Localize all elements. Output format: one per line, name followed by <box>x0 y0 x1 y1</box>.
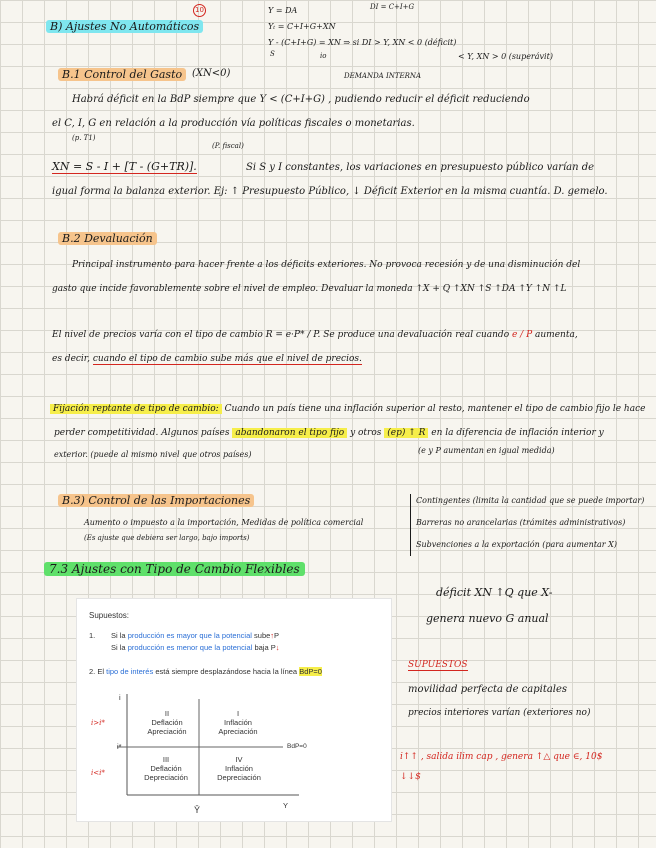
q4-a: Inflación <box>225 764 253 773</box>
b3-bracket <box>410 494 411 556</box>
section-b-title-text: B) Ajustes No Automáticos <box>46 20 203 33</box>
fijacion-para1: Cuando un país tiene una inflación superior al resto, mantener el tipo de cambio fijo le hace <box>224 404 646 414</box>
hand-i-greater: i>i* <box>91 719 105 727</box>
s73-side2: genera nuevo G anual <box>426 612 549 625</box>
fijacion-para2a: perder competitividad. Algunos países <box>54 428 230 438</box>
b2-para4 <box>52 354 362 364</box>
bdp-label: BdP=0 <box>287 743 307 750</box>
fijacion-label: Fijación reptante de tipo de cambio: <box>50 404 222 414</box>
b1-formula-text: XN = S - I + [T - (G+TR)]. <box>52 160 197 173</box>
embedded-slide <box>76 598 392 822</box>
card-item1a-pre: Si la <box>111 631 126 640</box>
card-item1b-blue: producción es menor que la potencial <box>127 643 253 652</box>
q2-a: Deflación <box>151 718 183 727</box>
card-item1a-blue: producción es mayor que la potencial <box>127 631 252 640</box>
hand-i-less: i<i* <box>91 769 105 777</box>
b2-para1: Principal instrumento para hacer frente a los déficits exteriores. No provoca recesión y de una disminución del <box>72 260 581 270</box>
s73-supuestos-label: SUPUESTOS <box>408 660 468 670</box>
eq-sub-s: S <box>270 50 275 58</box>
b3-left2: (Es ajuste que debiera ser largo, bajo imports) <box>84 534 250 542</box>
eq-line2: Yₜ = C+I+G+XN <box>268 22 336 31</box>
fijacion-para3: exterior. (puede al mismo nivel que otros países) <box>54 450 252 459</box>
s73-sup2: precios interiores varían (exteriores no) <box>408 708 591 718</box>
s73-title-text <box>44 562 305 576</box>
s73-title <box>44 562 305 576</box>
b1-para1: Habrá déficit en la BdP siempre que Y < (C+I+G) , pudiendo reducir el déficit reduciendo <box>72 94 530 105</box>
fijacion-para2c: y otros <box>350 428 382 438</box>
card-item2-pre: 2. El <box>89 667 105 676</box>
q3-a: Deflación <box>150 764 182 773</box>
b1-title <box>58 68 186 81</box>
b3-right-0: Contingentes (limita la cantidad que se puede importar) <box>416 496 645 505</box>
card-item1b-post: baja <box>254 643 269 652</box>
fijacion-line1 <box>50 404 645 414</box>
b2-frac: e / P <box>512 330 533 340</box>
q3-b: Depreciación <box>144 773 188 782</box>
axis-i-label: i <box>119 693 121 702</box>
b3-title <box>58 494 254 507</box>
s73-sup1: movilidad perfecta de capitales <box>408 684 568 695</box>
eq-top-right: DI = C+I+G <box>370 3 415 11</box>
fijacion-para2b: abandonaron el tipo fijo <box>232 428 347 438</box>
q1-a: Inflación <box>224 718 252 727</box>
eq-line3b: < Y, XN > 0 (superávit) <box>458 52 553 61</box>
b2-para3a: El nivel de precios varía con el tipo de cambio <box>52 330 263 340</box>
b2-para3 <box>52 330 578 340</box>
b1-para2: el C, I, G en relación a la producción vía políticas fiscales o monetarias. <box>52 118 415 129</box>
card-item2-blue: tipo de interés <box>106 667 154 676</box>
q1-num: I <box>236 709 240 718</box>
card-item2-mid: está siempre desplazándose hacia la línea <box>155 667 298 676</box>
quadrant-iii <box>141 755 191 782</box>
s73-note-red2: ↓↓$ <box>400 772 421 782</box>
b1-title-text: B.1 Control del Gasto <box>58 68 186 81</box>
b3-left1: Aumento o impuesto a la importación, Medidas de política comercial <box>84 518 364 527</box>
card-item1b-pre: Si la <box>111 643 126 652</box>
fijacion-para2e: en la diferencia de inflación interior y <box>431 428 604 438</box>
b2-para3c: aumenta, <box>535 330 578 340</box>
b2-para2: gasto que incide favorablemente sobre el nivel de empleo. Devaluar la moneda ↑X + Q ↑XN ↑S ↑DA ↑Y ↑N ↑L <box>52 284 567 294</box>
s73-title-bind: 7.3 Ajustes con Tipo de Cambio Flexibles <box>49 562 300 576</box>
card-item1b-sym: P <box>270 643 276 652</box>
b2-para4a: es decir, <box>52 354 90 364</box>
quadrant-ii <box>147 709 187 736</box>
quadrant-i <box>213 709 263 736</box>
b1-para4: igual forma la balanza exterior. Ej: ↑ Presupuesto Público, ↓ Déficit Exterior en la misma cuantía. D. gemelo. <box>52 186 608 197</box>
eq-sub-io: io <box>320 52 327 60</box>
axis-y-label: Y <box>283 801 289 810</box>
card-item1b: Si la producción es menor que la potencial baja P↓ <box>111 643 280 652</box>
b1-note-pti: (p. T1) <box>72 134 96 142</box>
q3-num: III <box>162 755 170 764</box>
card-item2-hl: BdP=0 <box>299 667 322 676</box>
card-item1a-sym: P <box>274 631 280 640</box>
eq-line3: Y - (C+I+G) = XN ⇒ si DI > Y, XN < 0 (déficit) <box>268 38 457 47</box>
b1-annotation: DEMANDA INTERNA <box>344 72 422 80</box>
card-item1-num: 1. <box>89 631 96 640</box>
q2-num: II <box>164 709 170 718</box>
page-badge: 10 <box>193 4 206 17</box>
fijacion-para3b: (e y P aumentan en igual medida) <box>418 446 555 455</box>
quadrant-iv <box>211 755 267 782</box>
axis-ybar-label: Ȳ <box>194 805 201 815</box>
b1-para3: Si S y I constantes, los variaciones en presupuesto público varían de <box>246 162 595 173</box>
axis-istar-label: i* <box>117 742 122 751</box>
b2-para3b: . Se produce una devaluación real cuando <box>317 330 510 340</box>
b3-right-2: Subvenciones a la exportación (para aumentar X) <box>416 540 617 549</box>
card-supuestos: Supuestos: <box>89 611 130 620</box>
b2-title <box>58 232 157 245</box>
s73-note-red1: i↑↑ , salida ilim cap , genera ↑△ que ∈, 10$ <box>400 752 603 762</box>
b1-formula <box>52 160 197 173</box>
s73-side1: déficit XN ↑Q que X- <box>436 586 553 599</box>
b1-condition: (XN<0) <box>192 68 231 79</box>
q1-b: Apreciación <box>218 727 258 736</box>
b2-para4b: cuando el tipo de cambio sube más que el nivel de precios. <box>92 354 362 364</box>
q4-num: IV <box>235 755 243 764</box>
fijacion-line2 <box>54 428 604 438</box>
q2-b: Apreciación <box>147 727 187 736</box>
section-b-title <box>46 20 203 33</box>
card-item1a-post: sube <box>254 631 271 640</box>
q4-b: Depreciación <box>217 773 261 782</box>
b2-formula-r: R = e·P* / P <box>265 330 318 340</box>
b1-note-pfiscal: (P. fiscal) <box>212 142 244 150</box>
card-item1a: Si la producción es mayor que la potencial sube↑P <box>111 631 280 640</box>
b2-title-text: B.2 Devaluación <box>58 232 157 245</box>
b3-right-1: Barreras no arancelarias (trámites administrativos) <box>416 518 626 527</box>
eq-line1: Y = DA <box>268 6 298 15</box>
b3-title-text: B.3) Control de las Importaciones <box>58 494 254 507</box>
fijacion-para2d: (ep) ↑ R <box>384 428 428 438</box>
